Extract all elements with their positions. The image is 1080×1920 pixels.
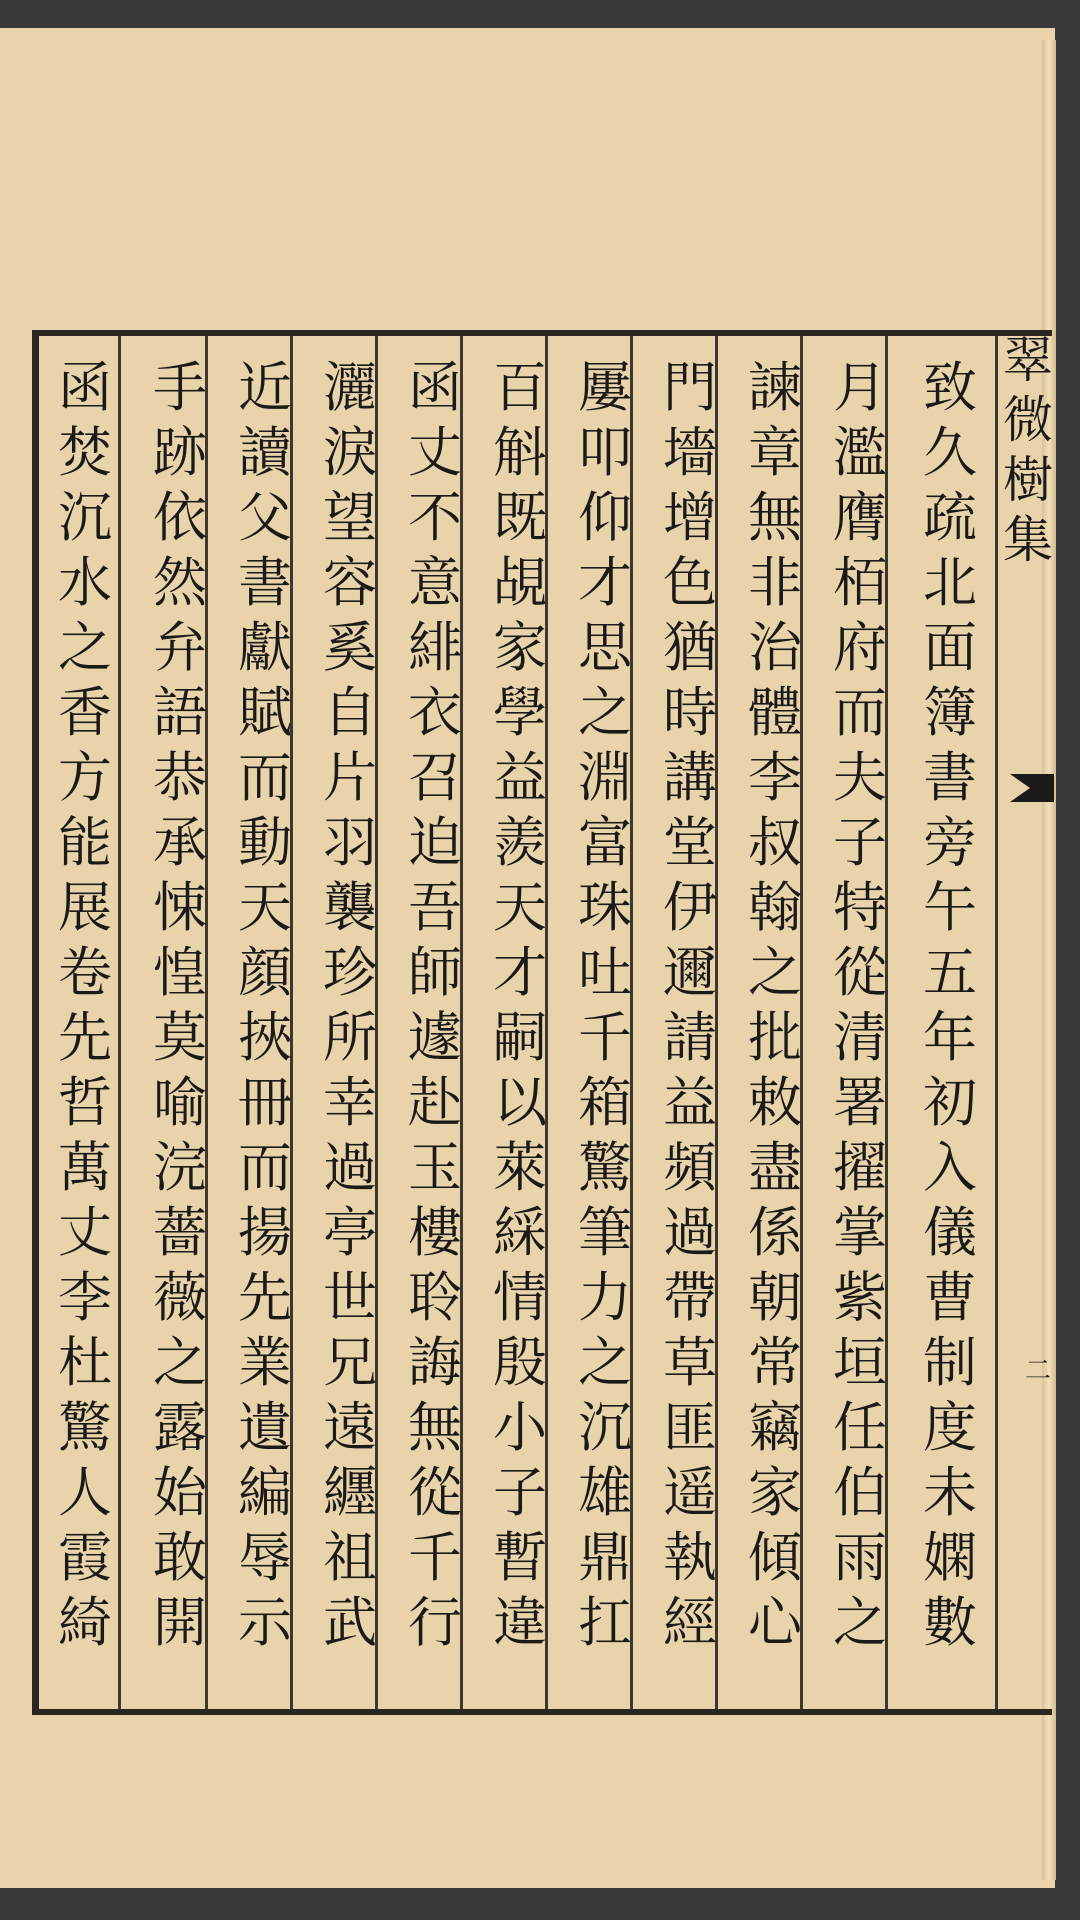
fish-tail-mark: [1008, 770, 1056, 806]
text-column: 灑 淚 望 容 奚 自 片 羽 襲 珍 所 幸 過 亭 世 兄 遠 纒 祖 武: [323, 356, 377, 1654]
text-column: 手 跡 依 然 弁 語 恭 承 悚 惶 莫 喻 浣 薔 薇 之 露 始 敢 開: [153, 356, 207, 1654]
text-column: 函 焚 沉 水 之 香 方 能 展 卷 先 哲 萬 丈 李 杜 驚 人 霞 綺: [58, 356, 112, 1654]
header-char: 微: [1003, 391, 1053, 449]
leaf-number: 二: [1024, 1356, 1051, 1386]
text-column: 致 久 疏 北 面 簿 書 旁 午 五 年 初 入 儀 曹 制 度 未 嫻 數: [923, 356, 977, 1654]
text-column: 門 墻 增 色 猶 時 講 堂 伊 邇 請 益 頻 過 帶 草 匪 遥 執 經: [663, 356, 717, 1654]
text-column: 函 丈 不 意 緋 衣 召 迫 吾 師 遽 赴 玉 樓 聆 誨 無 從 千 行: [408, 356, 462, 1654]
text-column: 月 濫 膺 栢 府 而 夫 子 特 從 清 署 擢 掌 紫 垣 任 伯 雨 之: [833, 356, 887, 1654]
text-column: 近 讀 父 書 獻 賦 而 動 天 顔 挾 冊 而 揚 先 業 遺 編 辱 示: [238, 356, 292, 1654]
text-column: 百 斛 既 覘 家 學 益 羨 天 才 嗣 以 萊 綵 情 殷 小 子 暫 違: [493, 356, 547, 1654]
page-header: [1000, 330, 1056, 670]
text-column: 諫 章 無 非 治 體 李 叔 翰 之 批 敕 盡 係 朝 常 竊 家 傾 心: [748, 356, 802, 1654]
text-column: 屢 叩 仰 才 思 之 淵 富 珠 吐 千 箱 驚 筆 力 之 沉 雄 鼎 扛: [578, 356, 632, 1654]
header-char: 樹: [1003, 451, 1053, 509]
column-rule: [995, 336, 998, 1709]
header-char: 集: [1003, 511, 1053, 569]
header-char: 翠: [1003, 331, 1053, 389]
